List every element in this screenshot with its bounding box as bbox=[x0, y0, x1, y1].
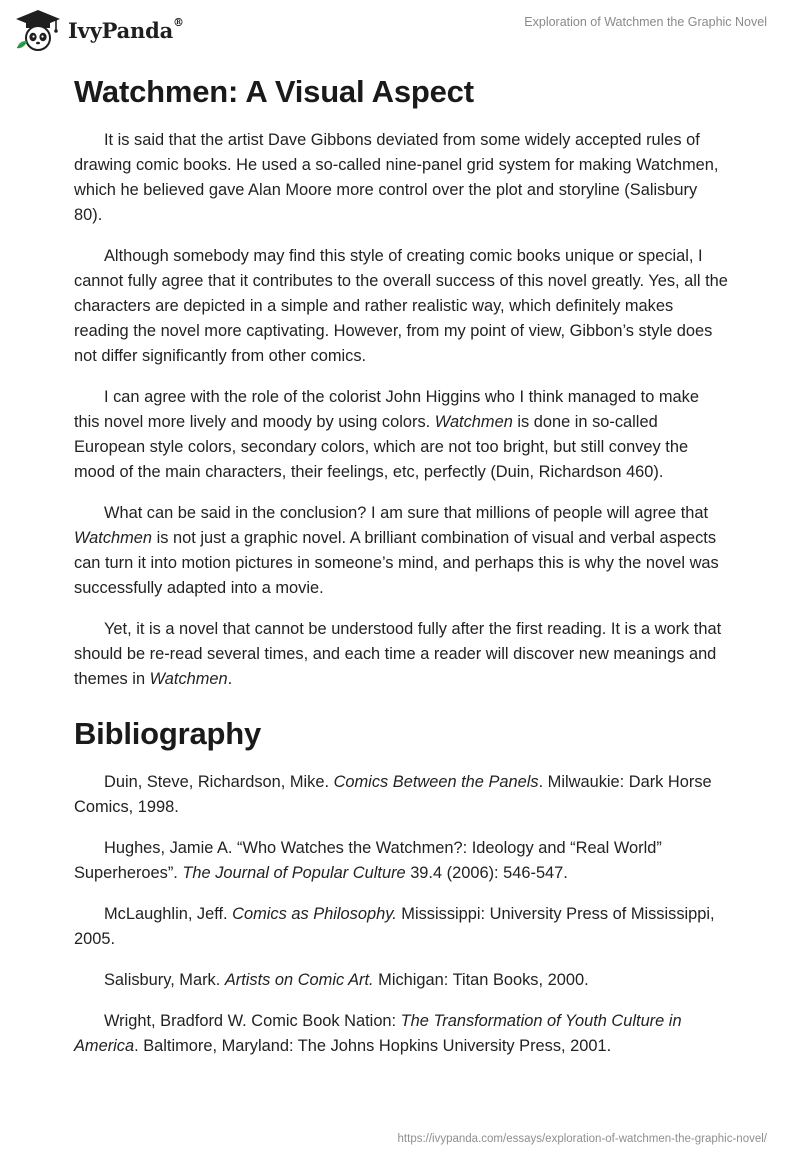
bibliography-heading: Bibliography bbox=[74, 716, 262, 751]
panda-graduate-icon bbox=[14, 8, 62, 52]
ivypanda-logo[interactable] bbox=[14, 8, 184, 52]
reference-item: McLaughlin, Jeff. Comics as Philosophy. Mississippi: University Press of Mississippi, 2005. bbox=[74, 905, 715, 948]
essay-body bbox=[74, 72, 728, 1075]
reference-item: Duin, Steve, Richardson, Mike. Comics Between the Panels. Milwaukie: Dark Horse Comics, 1998. bbox=[74, 773, 712, 816]
page-header bbox=[0, 0, 800, 60]
reference-list bbox=[74, 770, 728, 1059]
document-title: Exploration of Watchmen the Graphic Novel bbox=[524, 15, 767, 29]
paragraph: It is said that the artist Dave Gibbons deviated from some widely accepted rules of drawing comic books. He used a so-called nine-panel grid system for making Watchmen, which he believed gave Alan Moore more control over the plot and storyline (Salisbury 80). bbox=[74, 131, 719, 224]
reference-item: Salisbury, Mark. Artists on Comic Art. Michigan: Titan Books, 2000. bbox=[104, 971, 589, 989]
reference-item: Wright, Bradford W. Comic Book Nation: The Transformation of Youth Culture in America. Baltimore, Maryland: The Johns Hopkins University Press, 2001. bbox=[74, 1012, 682, 1055]
paragraph: What can be said in the conclusion? I am sure that millions of people will agree that Watchmen is not just a graphic novel. A brilliant combination of visual and verbal aspects can turn it into motion pictures in someone’s mind, and perhaps this is why the novel was successfully adapted into a movie. bbox=[74, 504, 719, 597]
section-heading: Watchmen: A Visual Aspect bbox=[74, 74, 474, 109]
paragraph: Although somebody may find this style of creating comic books unique or special, I cannot fully agree that it contributes to the overall success of this novel greatly. Yes, all the characters are depicted in a simple and rather realistic way, which definitely makes reading the novel more captivating. However, from my point of view, Gibbon’s style does not differ significantly from other comics. bbox=[74, 247, 728, 365]
paragraph: I can agree with the role of the colorist John Higgins who I think managed to make this novel more lively and moody by using colors. Watchmen is done in so-called European style colors, secondary colors, which are not too bright, but still convey the mood of the main characters, their feelings, etc, perfectly (Duin, Richardson 460). bbox=[74, 388, 699, 481]
source-url-link[interactable]: https://ivypanda.com/essays/exploration-of-watchmen-the-graphic-novel/ bbox=[397, 1133, 767, 1145]
paragraph: Yet, it is a novel that cannot be understood fully after the first reading. It is a work that should be re-read several times, and each time a reader will discover new meanings and themes in Watchmen. bbox=[74, 620, 722, 688]
logo-wordmark: IvyPanda® bbox=[68, 15, 184, 43]
reference-item: Hughes, Jamie A. “Who Watches the Watchmen?: Ideology and “Real World” Superheroes”. The Journal of Popular Culture 39.4 (2006): 546-547. bbox=[74, 839, 662, 882]
